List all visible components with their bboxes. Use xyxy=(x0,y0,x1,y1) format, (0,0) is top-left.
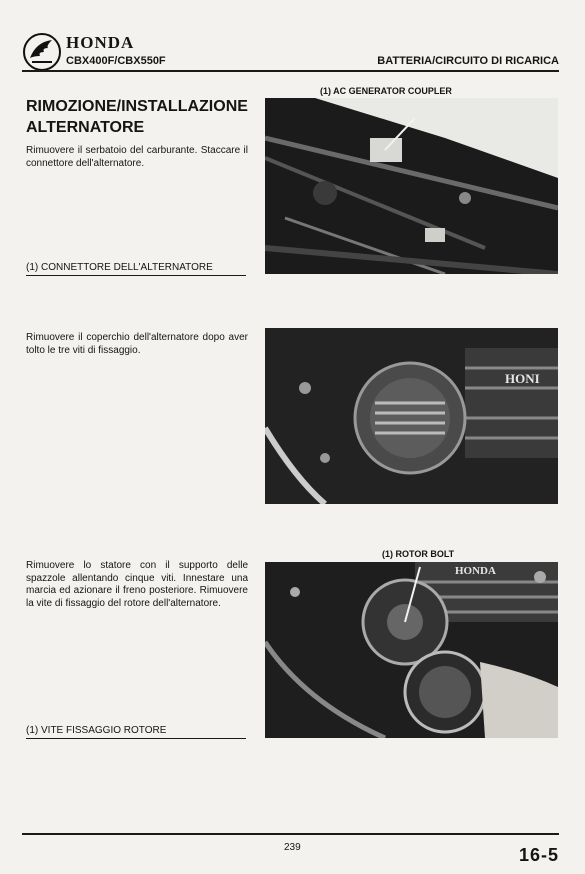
brand-name: HONDA xyxy=(66,33,135,52)
header-rule xyxy=(22,70,559,72)
page-title-line1: RIMOZIONE/INSTALLAZIONE xyxy=(26,98,248,115)
step-1-caption-rule xyxy=(26,275,246,276)
step-3-photo-callout: (1) ROTOR BOLT xyxy=(382,549,455,559)
page-title xyxy=(26,96,256,138)
step-3-text: Rimuovere lo statore con il supporto delle spazzole allentando cinque viti. Innestare una marcia ed azionare il freno posteriore. Rimuovere la vite di fissaggio del rotore dell'alternatore. xyxy=(26,560,248,609)
step-1-photo xyxy=(265,98,558,274)
model-name: CBX400F/CBX550F xyxy=(66,55,166,67)
step-3-photo xyxy=(265,562,558,738)
footer-rule xyxy=(22,833,559,835)
step-1-caption: (1) CONNETTORE DELL'ALTERNATORE xyxy=(26,262,213,273)
honda-wing-logo xyxy=(22,32,62,72)
step-2-photo xyxy=(265,328,558,504)
step-3-caption: (1) VITE FISSAGGIO ROTORE xyxy=(26,725,167,736)
page-number: 239 xyxy=(284,842,301,853)
step-3-photo-label: HONDA xyxy=(455,565,496,577)
step-2-text: Rimuovere il coperchio dell'alternatore dopo aver tolto le tre viti di fissaggio. xyxy=(26,332,248,356)
section-title: BATTERIA/CIRCUITO DI RICARICA xyxy=(377,55,559,67)
step-3-caption-rule xyxy=(26,738,246,739)
step-1-photo-callout: (1) AC GENERATOR COUPLER xyxy=(320,86,452,96)
step-1-text: Rimuovere il serbatoio del carburante. Staccare il connettore dell'alternatore. xyxy=(26,145,248,169)
step-2-photo-label: HONI xyxy=(505,371,540,386)
page-title-line2: ALTERNATORE xyxy=(26,119,145,136)
page-reference: 16-5 xyxy=(518,845,559,865)
